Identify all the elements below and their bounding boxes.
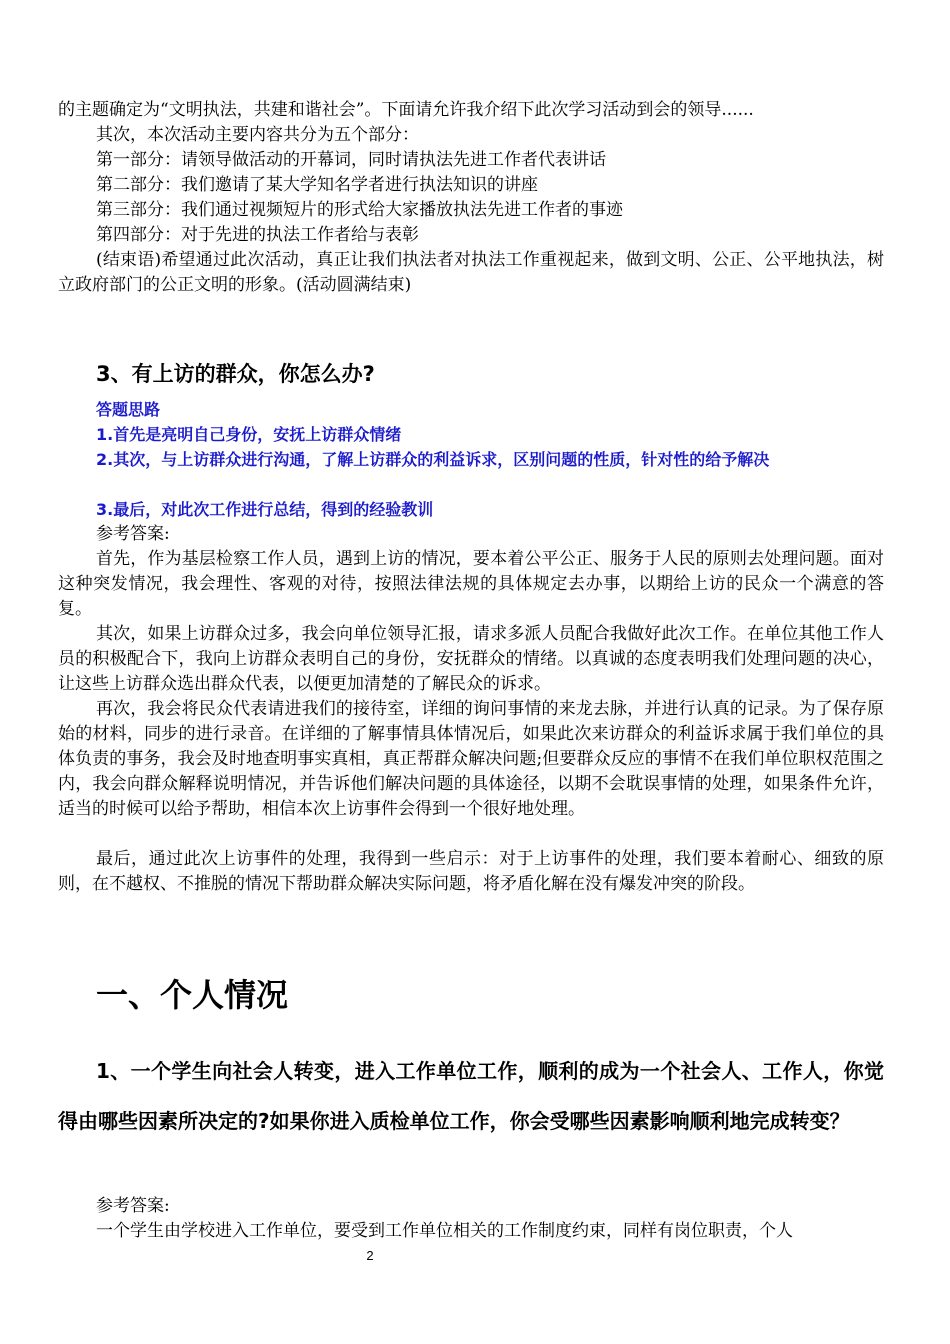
closing-remarks: (结束语)希望通过此次活动，真正让我们执法者对执法工作重视起来，做到文明、公正、公平地执法，树立政府部门的公正文明的形象。(活动圆满结束) [58,250,884,295]
thinking-label: 答题思路 [96,400,161,419]
intro-line-1: 的主题确定为“文明执法，共建和谐社会”。下面请允许我介绍下此次学习活动到会的领导...... [58,100,754,120]
part-1: 第一部分：请领导做活动的开幕词，同时请执法先进工作者代表讲话 [96,150,606,170]
answer-paragraph-4: 最后，通过此次上访事件的处理，我得到一些启示：对于上访事件的处理，我们要本着耐心、细致的原则，在不越权、不推脱的情况下帮助群众解决实际问题，将矛盾化解在没有爆发冲突的阶段。 [58,849,884,894]
part-3: 第三部分：我们通过视频短片的形式给大家播放执法先进工作者的事迹 [96,200,623,220]
page-number: 2 [366,1248,374,1263]
answer-paragraph-2: 其次，如果上访群众过多，我会向单位领导汇报，请求多派人员配合我做好此次工作。在单位其他工作人员的积极配合下，我向上访群众表明自己的身份，安抚群众的情绪。以真诚的态度表明我们处理问题的决心，让这些上访群众选出群众代表，以便更加清楚的了解民众的诉求。 [58,624,884,694]
answer-label: 参考答案: [96,524,170,544]
thinking-3: 3.最后，对此次工作进行总结，得到的经验教训 [96,500,434,519]
question-3-title: 3、有上访的群众，你怎么办? [96,362,375,386]
intro-line-2: 其次，本次活动主要内容共分为五个部分： [96,125,419,145]
thinking-2: 2.其次，与上访群众进行沟通，了解上访群众的利益诉求，区别问题的性质，针对性的给予解决 [96,450,770,469]
section-title: 一、个人情况 [96,976,289,1014]
section-answer-start: 一个学生由学校进入工作单位，要受到工作单位相关的工作制度约束，同样有岗位职责，个人 [96,1221,793,1241]
answer-paragraph-1: 首先，作为基层检察工作人员，遇到上访的情况，要本着公平公正、服务于人民的原则去处理问题。面对这种突发情况，我会理性、客观的对待，按照法律法规的具体规定去办事，以期给上访的民众一个满意的答复。 [58,549,884,619]
answer-paragraph-3: 再次，我会将民众代表请进我们的接待室，详细的询问事情的来龙去脉，并进行认真的记录。为了保存原始的材料，同步的进行录音。在详细的了解事情具体情况后，如果此次来访群众的利益诉求属于我们单位的具体负责的事务，我会及时地查明事实真相，真正帮群众解决问题;但要群众反应的事情不在我们单位职权范围之内，我会向群众解释说明情况，并告诉他们解决问题的具体途径，以期不会耽误事情的处理，如果条件允许，适当的时候可以给予帮助，相信本次上访事件会得到一个很好地处理。 [58,699,884,819]
thinking-1: 1.首先是亮明自己身份，安抚上访群众情绪 [96,425,402,444]
part-4: 第四部分：对于先进的执法工作者给与表彰 [96,225,419,245]
part-2: 第二部分：我们邀请了某大学知名学者进行执法知识的讲座 [96,175,538,195]
section-answer-label: 参考答案: [96,1196,170,1216]
section-question-1: 1、一个学生向社会人转变，进入工作单位工作，顺利的成为一个社会人、工作人，你觉得由哪些因素所决定的?如果你进入质检单位工作，你会受哪些因素影响顺利地完成转变？ [58,1059,884,1133]
